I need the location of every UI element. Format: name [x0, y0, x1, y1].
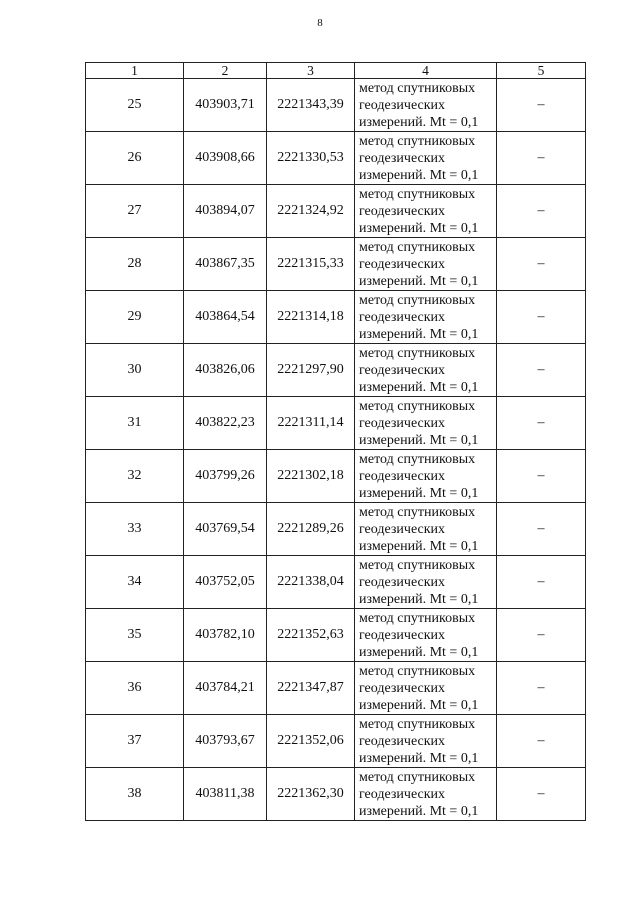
method-cell — [355, 344, 497, 397]
method-line: измерений. Mt = 0,1 — [359, 273, 479, 289]
method-line: измерений. Mt = 0,1 — [359, 591, 479, 607]
method-line: метод спутниковых — [359, 239, 476, 255]
column-header: 5 — [497, 63, 586, 79]
method-line: геодезических — [359, 521, 446, 537]
method-line: геодезических — [359, 97, 446, 113]
note-cell: – — [497, 450, 586, 503]
method-line: метод спутниковых — [359, 504, 476, 520]
y-coordinate-cell: 2221338,04 — [267, 556, 355, 609]
x-coordinate-cell: 403908,66 — [184, 132, 267, 185]
method-line: метод спутниковых — [359, 80, 476, 96]
method-line: геодезических — [359, 256, 446, 272]
method-cell — [355, 291, 497, 344]
y-coordinate-cell: 2221352,63 — [267, 609, 355, 662]
column-header: 2 — [184, 63, 267, 79]
note-cell: – — [497, 132, 586, 185]
x-coordinate-cell: 403799,26 — [184, 450, 267, 503]
x-coordinate-cell: 403867,35 — [184, 238, 267, 291]
method-line: измерений. Mt = 0,1 — [359, 114, 479, 130]
point-number-cell: 31 — [86, 397, 184, 450]
x-coordinate-cell: 403894,07 — [184, 185, 267, 238]
point-number-cell: 34 — [86, 556, 184, 609]
point-number-cell: 26 — [86, 132, 184, 185]
method-line: геодезических — [359, 150, 446, 166]
y-coordinate-cell: 2221330,53 — [267, 132, 355, 185]
method-cell — [355, 609, 497, 662]
note-cell: – — [497, 662, 586, 715]
x-coordinate-cell: 403793,67 — [184, 715, 267, 768]
method-line: измерений. Mt = 0,1 — [359, 379, 479, 395]
y-coordinate-cell: 2221289,26 — [267, 503, 355, 556]
method-cell — [355, 768, 497, 821]
method-line: метод спутниковых — [359, 186, 476, 202]
method-cell — [355, 662, 497, 715]
method-line: измерений. Mt = 0,1 — [359, 432, 479, 448]
x-coordinate-cell: 403822,23 — [184, 397, 267, 450]
y-coordinate-cell: 2221297,90 — [267, 344, 355, 397]
x-coordinate-cell: 403784,21 — [184, 662, 267, 715]
method-line: геодезических — [359, 680, 446, 696]
table-row — [86, 397, 586, 450]
note-cell: – — [497, 503, 586, 556]
method-cell — [355, 556, 497, 609]
table-row — [86, 556, 586, 609]
point-number-cell: 36 — [86, 662, 184, 715]
y-coordinate-cell: 2221315,33 — [267, 238, 355, 291]
x-coordinate-cell: 403826,06 — [184, 344, 267, 397]
table-row — [86, 291, 586, 344]
method-line: метод спутниковых — [359, 769, 476, 785]
point-number-cell: 38 — [86, 768, 184, 821]
method-line: геодезических — [359, 468, 446, 484]
column-header: 1 — [86, 63, 184, 79]
point-number-cell: 29 — [86, 291, 184, 344]
point-number-cell: 33 — [86, 503, 184, 556]
point-number-cell: 30 — [86, 344, 184, 397]
method-line: метод спутниковых — [359, 610, 476, 626]
method-line: метод спутниковых — [359, 133, 476, 149]
method-line: измерений. Mt = 0,1 — [359, 220, 479, 236]
note-cell: – — [497, 556, 586, 609]
note-cell: – — [497, 397, 586, 450]
y-coordinate-cell: 2221343,39 — [267, 79, 355, 132]
note-cell: – — [497, 768, 586, 821]
method-cell — [355, 185, 497, 238]
column-header: 3 — [267, 63, 355, 79]
table-row — [86, 715, 586, 768]
method-line: измерений. Mt = 0,1 — [359, 167, 479, 183]
method-line: геодезических — [359, 627, 446, 643]
note-cell: – — [497, 185, 586, 238]
method-line: измерений. Mt = 0,1 — [359, 803, 479, 819]
method-cell — [355, 503, 497, 556]
method-line: геодезических — [359, 362, 446, 378]
table-header-row — [86, 63, 586, 79]
method-cell — [355, 79, 497, 132]
note-cell: – — [497, 291, 586, 344]
method-line: измерений. Mt = 0,1 — [359, 485, 479, 501]
table-row — [86, 132, 586, 185]
method-line: измерений. Mt = 0,1 — [359, 538, 479, 554]
point-number-cell: 28 — [86, 238, 184, 291]
method-line: измерений. Mt = 0,1 — [359, 326, 479, 342]
method-line: геодезических — [359, 733, 446, 749]
coordinates-table — [85, 62, 586, 821]
method-line: измерений. Mt = 0,1 — [359, 644, 479, 660]
x-coordinate-cell: 403811,38 — [184, 768, 267, 821]
method-cell — [355, 450, 497, 503]
note-cell: – — [497, 715, 586, 768]
method-line: метод спутниковых — [359, 451, 476, 467]
x-coordinate-cell: 403903,71 — [184, 79, 267, 132]
method-line: метод спутниковых — [359, 716, 476, 732]
point-number-cell: 25 — [86, 79, 184, 132]
method-cell — [355, 715, 497, 768]
note-cell: – — [497, 79, 586, 132]
y-coordinate-cell: 2221302,18 — [267, 450, 355, 503]
note-cell: – — [497, 238, 586, 291]
point-number-cell: 35 — [86, 609, 184, 662]
y-coordinate-cell: 2221352,06 — [267, 715, 355, 768]
method-line: геодезических — [359, 203, 446, 219]
x-coordinate-cell: 403752,05 — [184, 556, 267, 609]
y-coordinate-cell: 2221314,18 — [267, 291, 355, 344]
method-line: геодезических — [359, 415, 446, 431]
method-line: метод спутниковых — [359, 292, 476, 308]
method-cell — [355, 238, 497, 291]
x-coordinate-cell: 403769,54 — [184, 503, 267, 556]
table-row — [86, 450, 586, 503]
x-coordinate-cell: 403782,10 — [184, 609, 267, 662]
point-number-cell: 37 — [86, 715, 184, 768]
method-line: метод спутниковых — [359, 663, 476, 679]
table-row — [86, 185, 586, 238]
method-line: геодезических — [359, 786, 446, 802]
method-line: метод спутниковых — [359, 345, 476, 361]
y-coordinate-cell: 2221324,92 — [267, 185, 355, 238]
table-row — [86, 609, 586, 662]
table-row — [86, 768, 586, 821]
table-row — [86, 662, 586, 715]
method-line: метод спутниковых — [359, 557, 476, 573]
method-line: геодезических — [359, 574, 446, 590]
method-cell — [355, 397, 497, 450]
method-line: метод спутниковых — [359, 398, 476, 414]
note-cell: – — [497, 609, 586, 662]
point-number-cell: 32 — [86, 450, 184, 503]
y-coordinate-cell: 2221362,30 — [267, 768, 355, 821]
y-coordinate-cell: 2221347,87 — [267, 662, 355, 715]
method-line: геодезических — [359, 309, 446, 325]
method-line: измерений. Mt = 0,1 — [359, 750, 479, 766]
table-row — [86, 79, 586, 132]
y-coordinate-cell: 2221311,14 — [267, 397, 355, 450]
x-coordinate-cell: 403864,54 — [184, 291, 267, 344]
page-number: 8 — [317, 17, 323, 29]
table-row — [86, 238, 586, 291]
column-header: 4 — [355, 63, 497, 79]
method-cell — [355, 132, 497, 185]
table-row — [86, 344, 586, 397]
point-number-cell: 27 — [86, 185, 184, 238]
note-cell: – — [497, 344, 586, 397]
method-line: измерений. Mt = 0,1 — [359, 697, 479, 713]
table-row — [86, 503, 586, 556]
